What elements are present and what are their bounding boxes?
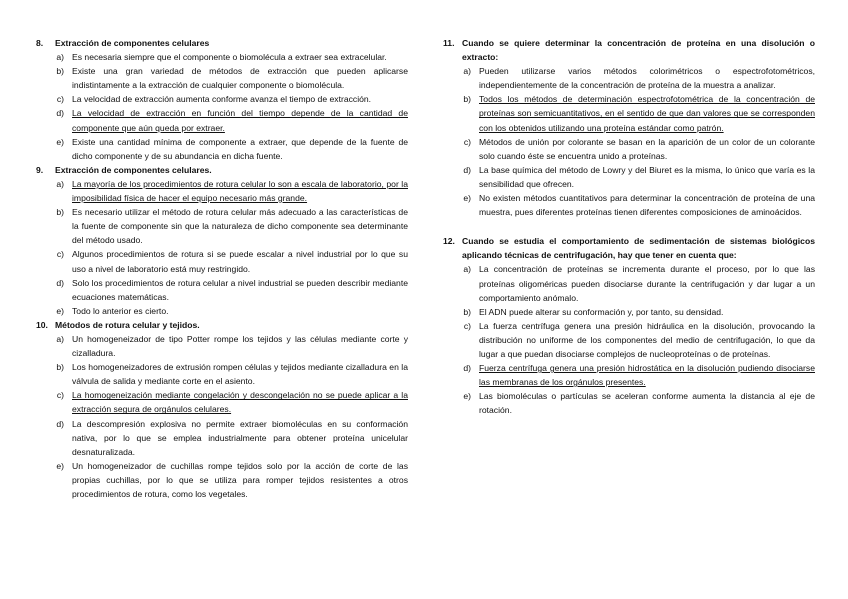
option-d: d) Solo los procedimientos de rotura celular a nivel industrial se pueden describir mediante ecuaciones matemáticas. (36, 276, 408, 304)
option-list (36, 332, 408, 501)
option-b: b) Los homogeneizadores de extrusión rompen células y tejidos mediante cizalladura en la válvula de salida y mediante corte en el asiento. (36, 360, 408, 388)
option-text: Pueden utilizarse varios métodos colorimétricos o espectrofotométricos, independientemente de la concentración de proteína de la muestra a analizar. (479, 66, 815, 91)
option-c: c) Métodos de unión por colorante se basan en la aparición de un color de un colorante solo cuando éste se encuentra unido a proteínas. (443, 135, 815, 163)
question-title: Cuando se quiere determinar la concentración de proteína en una disolución o extracto: (462, 38, 815, 63)
question-number: 8. (36, 38, 44, 48)
option-a: a) Pueden utilizarse varios métodos colorimétricos o espectrofotométricos, independientemente de la concentración de proteína de la muestra a analizar. (443, 64, 815, 92)
option-e: e) Todo lo anterior es cierto. (36, 304, 408, 318)
question-title: Extracción de componentes celulares (55, 38, 210, 48)
option-text: Algunos procedimientos de rotura si se puede escalar a nivel industrial por lo que su uso a nivel de laboratorio está muy restringido. (72, 249, 408, 274)
option-text: Un homogeneizador de cuchillas rompe tejidos solo por la acción de corte de las propias cuchillas, por lo que se utiliza para romper tejidos resistentes a otros procedimientos de rotura, como los vegetales. (72, 460, 408, 499)
question-11 (443, 36, 815, 219)
option-d: d) La velocidad de extracción en función del tiempo depende de la cantidad de componente que aún queda por extraer. (36, 106, 408, 134)
option-b: b) Es necesario utilizar el método de rotura celular más adecuado a las características de la fuente de componente sin que la naturaleza de dicho componente sea determinante del método usado. (36, 205, 408, 247)
option-a: a) Un homogeneizador de tipo Potter rompe los tejidos y las células mediante corte y cizalladura. (36, 332, 408, 360)
option-a: a) La mayoría de los procedimientos de rotura celular lo son a escala de laboratorio, por la imposibilidad física de hacer el equipo necesario más grande. (36, 177, 408, 205)
option-text: Las biomoléculas o partículas se aceleran conforme aumenta la distancia al eje de rotación. (479, 391, 815, 416)
option-c: c) La fuerza centrífuga genera una presión hidráulica en la disolución, provocando la distribución no uniforme de los componentes del medio de centrifugación, lo que da lugar a que puedan disociarse complejos de nucleoproteínas o de proteínas. (443, 319, 815, 361)
question-title: Métodos de rotura celular y tejidos. (55, 319, 200, 330)
question-10 (36, 318, 408, 501)
question-number: 11. (443, 38, 455, 48)
option-b: b) Todos los métodos de determinación espectrofotométrica de la concentración de proteínas son semicuantitativos, en el sentido de que dan valores que se corresponden con los obtenidos utilizando una proteína estándar como patrón. (443, 92, 815, 134)
option-text: La base química del método de Lowry y del Biuret es la misma, lo único que varía es la sensibilidad que ofrecen. (479, 164, 815, 189)
option-text: La descompresión explosiva no permite extraer biomoléculas en su conformación nativa, por lo que se emplea industrialmente para obtener proteína unicelular desnaturalizada. (72, 418, 408, 457)
option-text: Solo los procedimientos de rotura celular a nivel industrial se pueden describir mediante ecuaciones matemáticas. (72, 277, 408, 302)
question-12 (443, 234, 815, 417)
option-e: e) Un homogeneizador de cuchillas rompe tejidos solo por la acción de corte de las propias cuchillas, por lo que se utiliza para romper tejidos resistentes a otros procedimientos de rotura, como los vegetales. (36, 459, 408, 501)
option-text: Existe una cantidad mínima de componente a extraer, que depende de la fuente de dicho componente y de su abundancia en dicha fuente. (72, 136, 408, 161)
option-a: a) La concentración de proteínas se incrementa durante el proceso, por lo que las proteínas oligoméricas pueden disociarse durante la centrifugación y dar lugar a un comportamiento anómalo. (443, 262, 815, 304)
option-text: Los homogeneizadores de extrusión rompen células y tejidos mediante cizalladura en la válvula de salida y mediante corte en el asiento. (72, 362, 408, 387)
option-text: Es necesario utilizar el método de rotura celular más adecuado a las características de la fuente de componente sin que la naturaleza de dicho componente sea determinante del método usado. (72, 207, 408, 246)
question-spacer (443, 219, 815, 234)
option-text-underlined: La homogeneización mediante congelación y descongelación no se puede aplicar a la extracción segura de orgánulos celulares. (72, 390, 408, 415)
option-text: Todo lo anterior es cierto. (72, 305, 169, 316)
option-list (443, 262, 815, 417)
option-text: Es necesaria siempre que el componente o biomolécula a extraer sea extracelular. (72, 52, 387, 63)
option-e: e) Las biomoléculas o partículas se aceleran conforme aumenta la distancia al eje de rotación. (443, 389, 815, 417)
option-text-underlined: Todos los métodos de determinación espectrofotométrica de la concentración de proteínas son semicuantitativos, en el sentido de que dan valores que se corresponden con los obtenidos utilizando una proteína estándar como patrón. (479, 94, 815, 133)
option-d: d) Fuerza centrífuga genera una presión hidrostática en la disolución pudiendo disociarse las membranas de los orgánulos presentes. (443, 361, 815, 389)
option-text: Un homogeneizador de tipo Potter rompe los tejidos y las células mediante corte y cizalladura. (72, 333, 408, 359)
option-text: Existe una gran variedad de métodos de extracción que pueden aplicarse indistintamente a la extracción de cualquier componente o biomolécula. (72, 66, 408, 91)
option-text-underlined: Fuerza centrífuga genera una presión hidrostática en la disolución pudiendo disociarse las membranas de los orgánulos presentes. (479, 363, 815, 388)
option-a: a) Es necesaria siempre que el componente o biomolécula a extraer sea extracelular. (36, 50, 408, 64)
option-d: d) La descompresión explosiva no permite extraer biomoléculas en su conformación nativa, por lo que se emplea industrialmente para obtener proteína unicelular desnaturalizada. (36, 417, 408, 459)
option-text-underlined: La mayoría de los procedimientos de rotura celular lo son a escala de laboratorio, por la imposibilidad física de hacer el equipo necesario más grande. (72, 178, 408, 204)
option-text: Métodos de unión por colorante se basan en la aparición de un color de un colorante solo cuando éste se encuentra unido a proteínas. (479, 136, 815, 161)
question-number: 10. (36, 319, 48, 330)
option-list (36, 177, 408, 318)
option-text-underlined: La velocidad de extracción en función del tiempo depende de la cantidad de componente que aún queda por extraer. (72, 108, 408, 133)
option-c: c) Algunos procedimientos de rotura si se puede escalar a nivel industrial por lo que su uso a nivel de laboratorio está muy restringido. (36, 247, 408, 275)
question-title: Cuando se estudia el comportamiento de sedimentación de sistemas biológicos aplicando técnicas de centrifugación, hay que tener en cuenta que: (462, 236, 815, 261)
option-text: La fuerza centrífuga genera una presión hidráulica en la disolución, provocando la distribución no uniforme de los componentes del medio de centrifugación, lo que da lugar a que puedan disociarse complejos de nucleoproteínas o de proteínas. (479, 320, 815, 359)
option-list (36, 50, 408, 163)
question-title: Extracción de componentes celulares. (55, 164, 212, 175)
option-b: b) El ADN puede alterar su conformación y, por tanto, su densidad. (443, 305, 815, 319)
question-number: 12. (443, 236, 455, 247)
option-e: e) No existen métodos cuantitativos para determinar la concentración de proteína de una muestra, pues diferentes proteínas tienen diferentes composiciones de aminoácidos. (443, 191, 815, 219)
option-c: c) La velocidad de extracción aumenta conforme avanza el tiempo de extracción. (36, 92, 408, 106)
option-d: d) La base química del método de Lowry y del Biuret es la misma, lo único que varía es la sensibilidad que ofrecen. (443, 163, 815, 191)
option-e: e) Existe una cantidad mínima de componente a extraer, que depende de la fuente de dicho componente y de su abundancia en dicha fuente. (36, 135, 408, 163)
option-text: El ADN puede alterar su conformación y, por tanto, su densidad. (479, 306, 724, 317)
option-c: c) La homogeneización mediante congelación y descongelación no se puede aplicar a la extracción segura de orgánulos celulares. (36, 388, 408, 416)
question-9 (36, 163, 408, 318)
question-8 (36, 36, 408, 163)
left-column (36, 36, 408, 501)
option-list (443, 64, 815, 219)
option-text: No existen métodos cuantitativos para determinar la concentración de proteína de una muestra, pues diferentes proteínas tienen diferentes composiciones de aminoácidos. (479, 193, 815, 218)
question-number: 9. (36, 164, 44, 175)
option-b: b) Existe una gran variedad de métodos de extracción que pueden aplicarse indistintamente a la extracción de cualquier componente o biomolécula. (36, 64, 408, 92)
option-text: La concentración de proteínas se incrementa durante el proceso, por lo que las proteínas oligoméricas pueden disociarse durante la centrifugación y dar lugar a un comportamiento anómalo. (479, 264, 815, 303)
right-column (443, 36, 815, 417)
option-text: La velocidad de extracción aumenta conforme avanza el tiempo de extracción. (72, 94, 372, 105)
